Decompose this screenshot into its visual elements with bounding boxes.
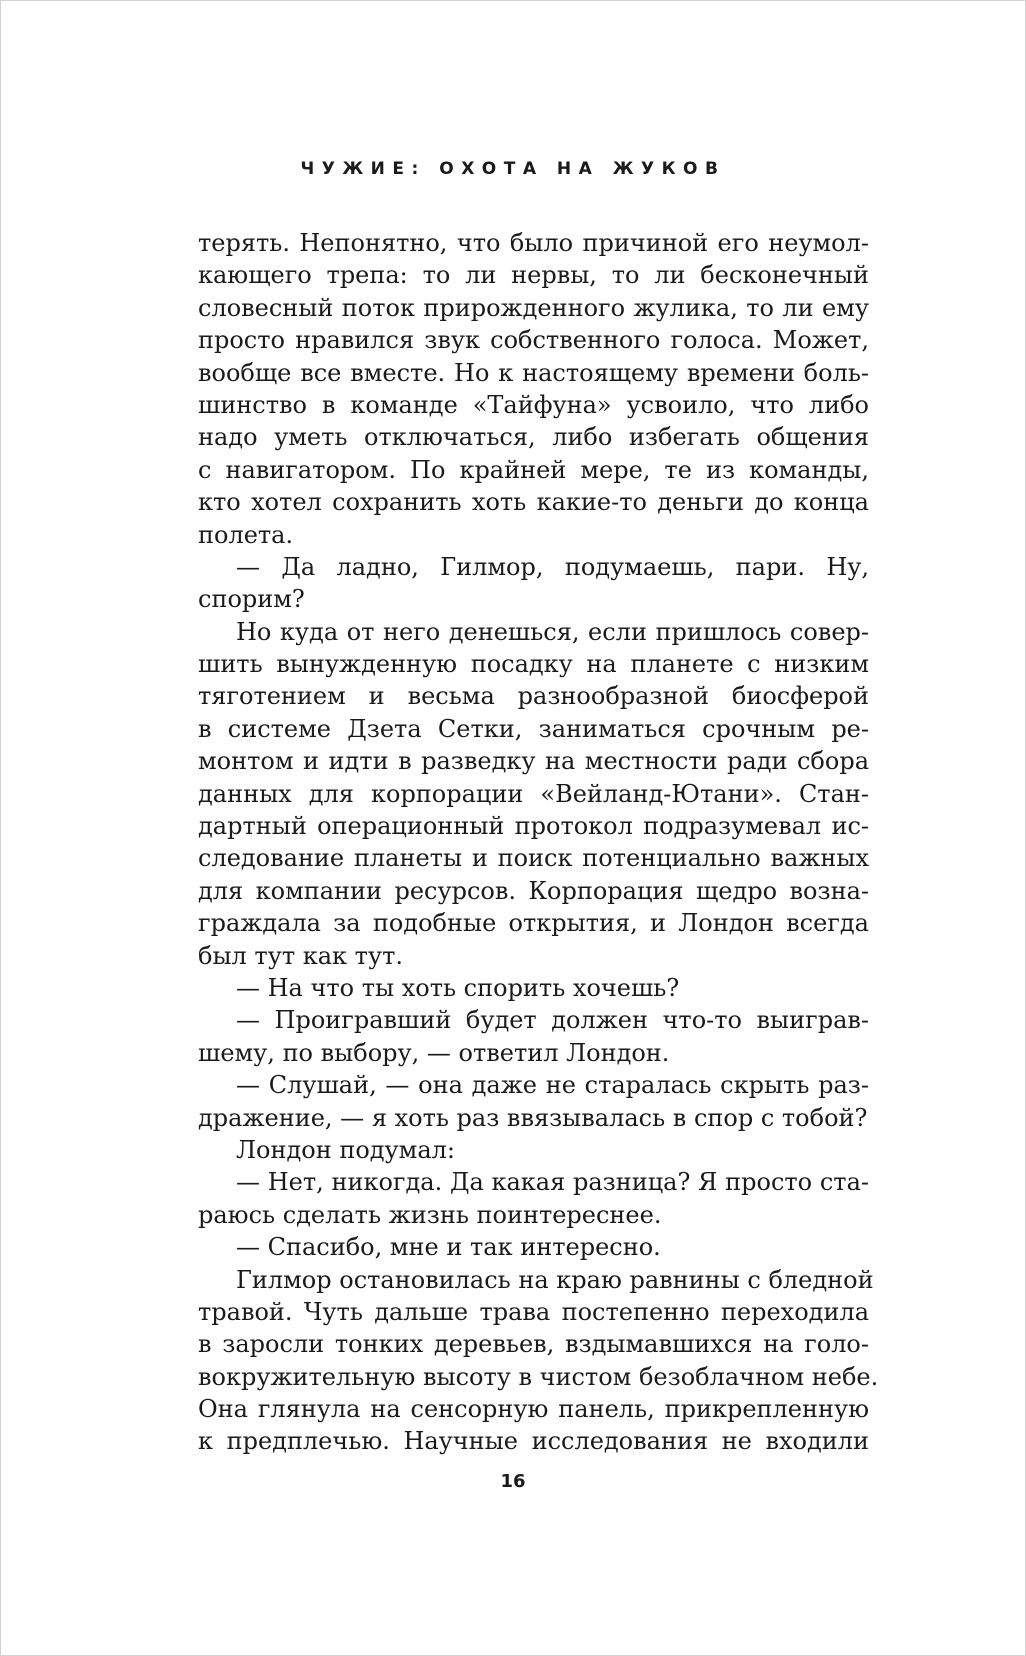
text-line: к предплечью. Научные исследования не входили — [198, 1427, 869, 1456]
text-line: травой. Чуть дальше трава постепенно переходила — [198, 1297, 869, 1326]
text-line: — Нет, никогда. Да какая разница? Я просто ста- — [236, 1168, 869, 1197]
text-line: словесный поток прирожденного жулика, то ли ему — [198, 293, 869, 322]
text-line: Она глянула на сенсорную панель, прикрепленную — [198, 1395, 869, 1424]
text-line: — Да ладно, Гилмор, подумаешь, пари. Ну, — [236, 552, 869, 581]
running-head: ЧУЖИЕ: ОХОТА НА ЖУКОВ — [300, 159, 726, 179]
text-line: шему, по выбору, — ответил Лондон. — [198, 1038, 670, 1067]
text-line: для компании ресурсов. Корпорация щедро возна- — [198, 876, 869, 905]
text-line: дартный операционный протокол подразумевал ис- — [198, 812, 869, 841]
text-line: в системе Дзета Сетки, заниматься срочным ре- — [198, 714, 869, 743]
text-line: спорим? — [198, 585, 305, 614]
text-line: вообще все вместе. Но к настоящему времени боль- — [198, 358, 869, 387]
text-line: Лондон подумал: — [236, 1135, 455, 1164]
text-line: терять. Непонятно, что было причиной его неумол- — [198, 229, 869, 257]
text-line: раюсь сделать жизнь поинтереснее. — [198, 1200, 662, 1229]
text-line: — На что ты хоть спорить хочешь? — [236, 973, 680, 1002]
text-line: с навигатором. По крайней мере, те из команды, — [198, 455, 869, 484]
text-line: просто нравился звук собственного голоса. Может, — [198, 326, 869, 355]
text-line: Гилмор остановилась на краю равнины с бледной — [236, 1265, 874, 1294]
text-line: — Спасибо, мне и так интересно. — [236, 1233, 661, 1262]
text-line: полета. — [198, 520, 294, 549]
text-line: шинство в команде «Тайфуна» усвоило, что либо — [198, 390, 869, 419]
text-line: следование планеты и поиск потенциально важных — [198, 844, 869, 873]
page-number: 16 — [500, 1471, 526, 1492]
body-text — [198, 227, 879, 1458]
text-line: надо уметь отключаться, либо избегать общения — [198, 423, 869, 452]
text-line: — Слушай, — она даже не старалась скрыть раз- — [236, 1071, 869, 1100]
text-line: шить вынужденную посадку на планете с низким — [198, 650, 869, 679]
text-line: дражение, — я хоть раз ввязывалась в спор с тобой? — [198, 1103, 868, 1132]
text-line: Но куда от него денешься, если пришлось совер- — [236, 617, 869, 646]
text-line: — Проигравший будет должен что-то выиграв- — [236, 1006, 869, 1035]
text-line: граждала за подобные открытия, и Лондон всегда — [198, 909, 869, 938]
text-line: вокружительную высоту в чистом безоблачном небе. — [198, 1362, 879, 1391]
text-line: монтом и идти в разведку на местности ради сбора — [198, 747, 869, 776]
text-line: кающего трепа: то ли нервы, то ли бесконечный — [198, 261, 869, 290]
text-line: данных для корпорации «Вейланд-Ютани». Стан- — [198, 779, 869, 808]
text-line: был тут как тут. — [198, 941, 403, 970]
text-line: в заросли тонких деревьев, вздымавшихся на голо- — [198, 1330, 869, 1359]
text-line: кто хотел сохранить хоть какие-то деньги до конца — [198, 488, 869, 517]
text-line: тяготением и весьма разнообразной биосферой — [198, 682, 869, 711]
